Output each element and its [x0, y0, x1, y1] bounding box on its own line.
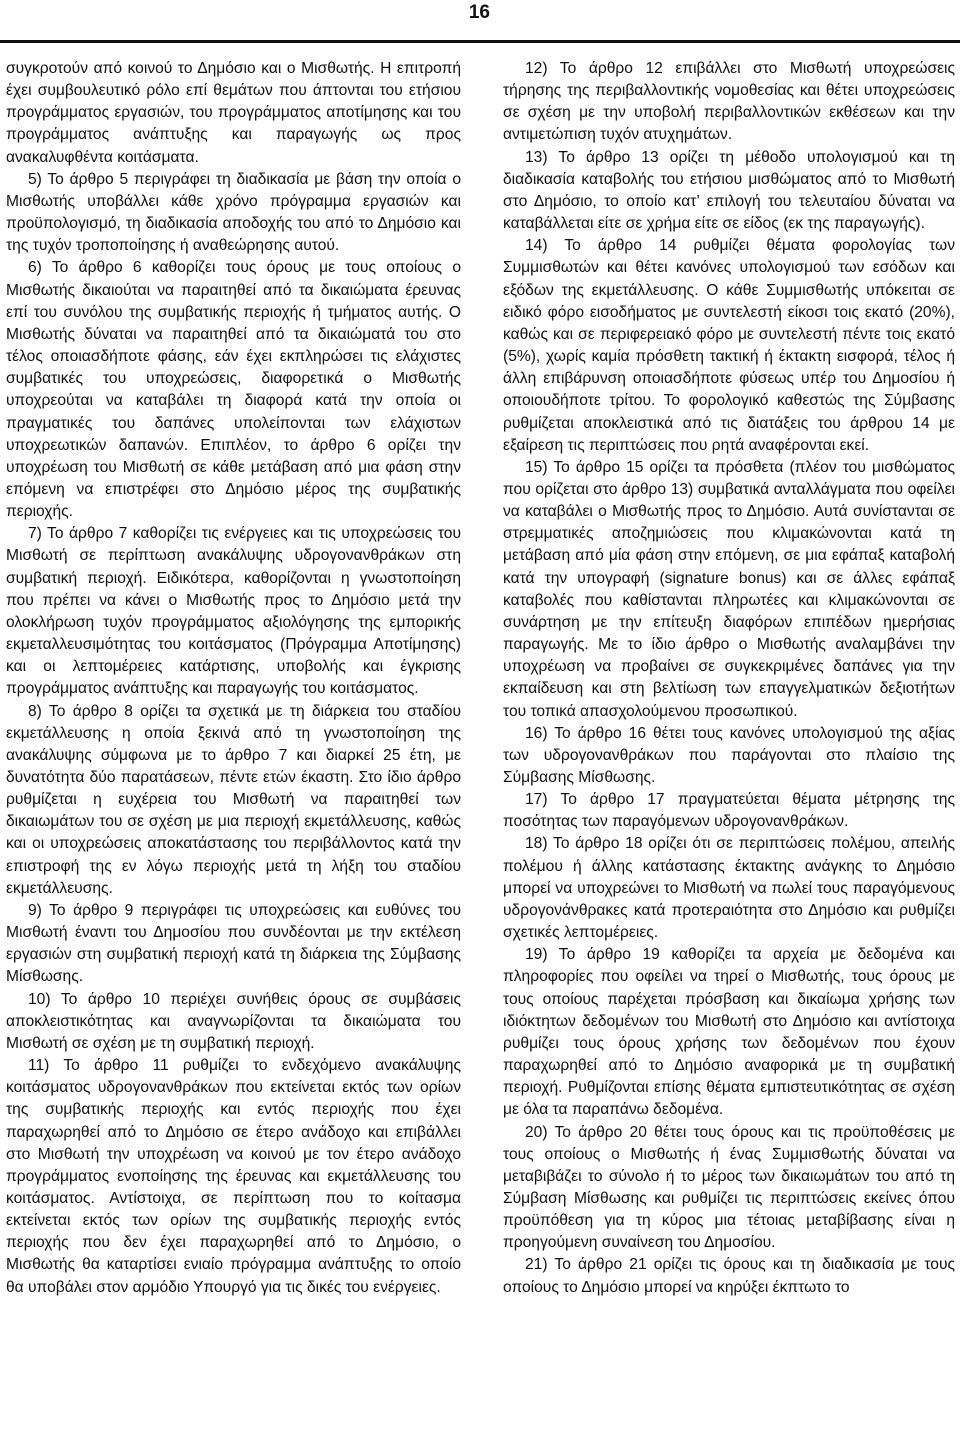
paragraph: 21) Το άρθρο 21 ορίζει τις όρους και τη διαδικασία με τους οποίους το Δημόσιο μπορεί να κηρύξει έκπτωτο το [503, 1256, 955, 1296]
paragraph: 12) Το άρθρο 12 επιβάλλει στο Μισθωτή υποχρεώσεις τήρησης της περιβαλλοντικής νομοθεσίας και θέτει υποχρεώσεις σε σχέση με την υποβολή περιβαλλοντικών εκθέσεων και την αντιμετώπιση τυχόν ατυχημάτων. [503, 60, 955, 144]
right-column [503, 58, 955, 1299]
paragraph: 11) Το άρθρο 11 ρυθμίζει το ενδεχόμενο ανακάλυψης κοιτάσματος υδρογονανθράκων που εκτείνεται εκτός των ορίων της συμβατικής περιοχής και εντός περιοχής που έχει παραχωρηθεί από το Δημόσιο σε έτερο ανάδοχο και επιβάλλει στο Μισθωτή την υποχρέωση να κοινού με τον έτερο ανάδοχο προγράμματος ενοποίησης της έρευνας και εκμετάλλευσης του κοιτάσματος. Αντίστοιχα, σε περίπτωση που το κοίτασμα εκτείνεται εκτός των ορίων της συμβατικής περιοχής εντός περιοχής που δεν έχει παραχωρηθεί από το Δημόσιο, ο Μισθωτής θα καταρτίσει ενιαίο πρόγραμμα ανάπτυξης το οποίο θα υποβάλει στον αρμόδιο Υπουργό για τις δικές του ενέργειες. [6, 1057, 461, 1296]
paragraph: 13) Το άρθρο 13 ορίζει τη μέθοδο υπολογισμού και τη διαδικασία καταβολής του ετήσιου μισθώματος από το Μισθωτή στο Δημόσιο, το οποίο κατ’ επιλογή του τελευταίου δύναται να καταβάλλεται είτε σε χρήμα είτε σε είδος (εκ της παραγωγής). [503, 148, 955, 233]
paragraph: 6) Το άρθρο 6 καθορίζει τους όρους με τους οποίους ο Μισθωτής δικαιούται να παραιτηθεί από τα δικαιώματα έρευνας επί του συνόλου της συμβατικής περιοχής ή τμήματος αυτής. Ο Μισθωτής δύναται να παραιτηθεί από τα δικαιώματά του στο τέλος οποιασδήποτε φάσης, εάν έχει εκπληρώσει τις ελάχιστες συμβατικές του υποχρεώσεις, διαφορετικά ο Μισθωτής υποχρεούται να καταβάλει τη διαφορά κατά την οποία οι πραγματικές του δαπάνες υπολείπονται των ελάχιστων υποχρεωτικών δαπανών. Επιπλέον, το άρθρο 6 ορίζει την υποχρέωση του Μισθωτή σε κάθε μετάβαση από μια φάση στην επόμενη να επιστρέφει στο Δημόσιο μέρος της συμβατικής περιοχής. [6, 259, 461, 521]
page-number: 16 [468, 2, 490, 23]
paragraph: 19) Το άρθρο 19 καθορίζει τα αρχεία με δεδομένα και πληροφορίες που οφείλει να τηρεί ο Μισθωτής, τους όρους με τους οποίους παρέχεται πρόσβαση και δικαίωμα χρήσης των ιδιόκτητων δεδομένων του Μισθωτή στο Δημόσιο και αντίστοιχα ρυθμίζει τους όρους χρήσης των δεδομένων που έχουν παραχωρηθεί από το Δημόσιο αναφορικά με τη συμβατική περιοχή. Ρυθμίζονται επίσης θέματα εμπιστευτικότητας σε σχέση με όλα τα παραπάνω δεδομένα. [503, 946, 955, 1119]
paragraph: 7) Το άρθρο 7 καθορίζει τις ενέργειες και τις υποχρεώσεις του Μισθωτή σε περίπτωση ανακάλυψης υδρογονανθράκων στη συμβατική περιοχή. Ειδικότερα, καθορίζονται η γνωστοποίηση που πρέπει να κάνει ο Μισθωτής προς το Δημόσιο μετά την ολοκλήρωση τυχόν προγράμματος αξιολόγησης της εμπορικής εκμεταλλευσιμότητας του κοιτάσματος (Πρόγραμμα Αποτίμησης) και οι λεπτομέρειες κατάρτισης, υποβολής και έγκρισης προγράμματος ανάπτυξης και παραγωγής του κοιτάσματος. [6, 525, 461, 698]
paragraph: 14) Το άρθρο 14 ρυθμίζει θέματα φορολογίας των Συμμισθωτών και θέτει κανόνες υπολογισμού των εσόδων και εξόδων της εκμετάλλευσης. Ο κάθε Συμμισθωτής υπόκειται σε ειδικό φόρο εισοδήματος με συντελεστή είκοσι τοις εκατό (20%), καθώς και σε περιφερειακό φόρο με συντελεστή πέντε τοις εκατό (5%), χωρίς καμία πρόσθετη τακτική ή έκτακτη εισφορά, τέλος ή άλλη επιβάρυνση οποιασδήποτε φύσεως υπέρ του Δημοσίου ή οποιουδήποτε τρίτου. Το φορολογικό καθεστώς της Σύμβασης ρυθμίζεται αποκλειστικά από τις διατάξεις του άρθρου 14 με εξαίρεση τις περιπτώσεις που ρητά αναφέρονται εκεί. [503, 237, 955, 454]
header-rule [0, 40, 960, 43]
paragraph: 20) Το άρθρο 20 θέτει τους όρους και τις προϋποθέσεις με τους οποίους ο Μισθωτής ή ένας Συμμισθωτής δύναται να μεταβιβάζει το σύνολο ή το μέρος των δικαιωμάτων του από τη Σύμβαση Μίσθωσης και ρυθμίζει τις περιπτώσεις εκείνες όπου προϋπόθεση για τη κύρος μια τέτοιας μεταβίβασης είναι η προηγούμενη συναίνεση του Δημοσίου. [503, 1123, 955, 1252]
paragraph: 5) Το άρθρο 5 περιγράφει τη διαδικασία με βάση την οποία ο Μισθωτής υποβάλλει κάθε χρόνο πρόγραμμα εργασιών και προϋπολογισμό, τη διαδικασία αποδοχής του από το Δημόσιο και της τυχόν τροποποίησης ή αναθεώρησης αυτού. [6, 170, 461, 255]
paragraph: 10) Το άρθρο 10 περιέχει συνήθεις όρους σε συμβάσεις αποκλειστικότητας και αναγνωρίζονται τα δικαιώματα του Μισθωτή σε σχέση με τη συμβατική περιοχή. [6, 990, 461, 1052]
paragraph: 18) Το άρθρο 18 ορίζει ότι σε περιπτώσεις πολέμου, απειλής πολέμου ή άλλης κατάστασης έκτακτης ανάγκης το Δημόσιο μπορεί να υποχρεώνει το Μισθωτή να πωλεί τους παραγόμενους υδρογονάνθρακες κατά προτεραιότητα στο Δημόσιο και ρυθμίζει σχετικές λεπτομέρειες. [503, 835, 955, 942]
left-column [6, 58, 461, 1299]
paragraph: συγκροτούν από κοινού το Δημόσιο και ο Μισθωτής. Η επιτροπή έχει συμβουλευτικό ρόλο επί θεμάτων που άπτονται του ετήσιου προγράμματος εργασιών, του προγράμματος αποτίμησης και του προγράμματος ανάπτυξης και παραγωγής ως προς ανακαλυφθέντα κοιτάσματα. [6, 60, 461, 166]
paragraph: 17) Το άρθρο 17 πραγματεύεται θέματα μέτρησης της ποσότητας των παραγόμενων υδρογονανθράκων. [503, 791, 955, 831]
paragraph: 16) Το άρθρο 16 θέτει τους κανόνες υπολογισμού της αξίας των υδρογονανθράκων που παράγονται στο πλαίσιο της Σύμβασης Μίσθωσης. [503, 724, 955, 786]
paragraph: 8) Το άρθρο 8 ορίζει τα σχετικά με τη διάρκεια του σταδίου εκμετάλλευσης η οποία ξεκινά από τη γνωστοποίηση της ανακάλυψης σύμφωνα με το άρθρο 7 και διαρκεί 25 έτη, με δυνατότητα δύο παρατάσεων, πέντε ετών έκαστη. Στο ίδιο άρθρο ρυθμίζεται η ευχέρεια του Μισθωτή να παραιτηθεί των δικαιωμάτων του σε σχέση με μια περιοχή εκμετάλλευσης, καθώς και οι υποχρεώσεις αποκατάστασης του περιβάλλοντος κατά την επιστροφή της εν λόγω περιοχής μετά τη λήξη του σταδίου εκμετάλλευσης. [6, 702, 461, 897]
paragraph: 15) Το άρθρο 15 ορίζει τα πρόσθετα (πλέον του μισθώματος που ορίζεται στο άρθρο 13) συμβατικά ανταλλάγματα που οφείλει να καταβάλει ο Μισθωτής προς το Δημόσιο. Αυτά συνίστανται σε στρεμματικές αποζημιώσεις που κλιμακώνονται κατά τη μετάβαση από μία φάση στην επόμενη, σε μια εφάπαξ καταβολή κατά την υπογραφή (signature bonus) και σε άλλες εφάπαξ καταβολές που καθίστανται πληρωτέες και κλιμακώνονται σε συνάρτηση με την επίτευξη διαφόρων επιπέδων ημερήσιας παραγωγής. Με το ίδιο άρθρο ο Μισθωτής αναλαμβάνει την υποχρέωση να προβαίνει σε συγκεκριμένες δαπάνες για την εκπαίδευση και στη βελτίωση των επαγγελματικών δεξιοτήτων του τοπικά απασχολούμενου προσωπικού. [503, 458, 955, 720]
paragraph: 9) Το άρθρο 9 περιγράφει τις υποχρεώσεις και ευθύνες του Μισθωτή έναντι του Δημοσίου που συνδέονται με την εκτέλεση εργασιών στη συμβατική περιοχή κατά τη διάρκεια της Σύμβασης Μίσθωσης. [6, 901, 461, 986]
